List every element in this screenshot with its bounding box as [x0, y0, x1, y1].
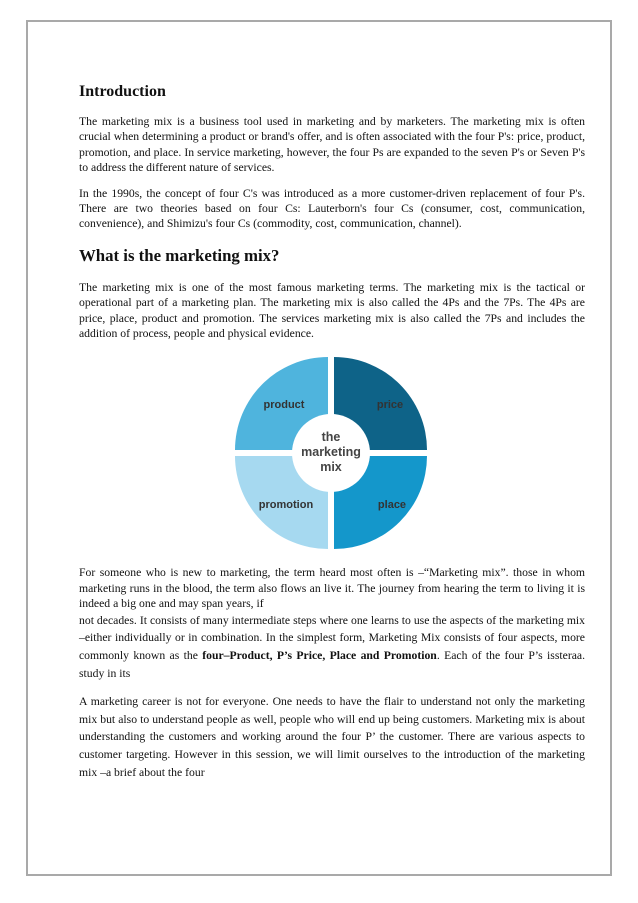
- heading-what-is-marketing-mix: What is the marketing mix?: [79, 245, 280, 265]
- marketing-mix-diagram: [79, 353, 585, 553]
- paragraph-four-ps-bold: four–Product, P’s Price, Place and Promotion: [202, 649, 437, 663]
- paragraph-four-ps: [79, 612, 585, 683]
- label-place: place: [377, 499, 407, 512]
- paragraph-someone-new: For someone who is new to marketing, the term heard most often is –“Marketing mix”. those in whom marketing runs in the blood, the term also flows an live it. The journey from hearing the term to living it is indeed a big one and may span years, if: [79, 566, 585, 611]
- paragraph-marketing-career: A marketing career is not for everyone. One needs to have the flair to understand not only the marketing mix but also to understand people as well, people who will end up being customers. Marketing mix is about understanding the customers and working around the four P’ the customer. There are various aspects to customer targeting. However in this session, we will limit ourselves to the introduction of the marketing mix –a brief about the four: [79, 694, 585, 780]
- label-promotion: promotion: [258, 499, 314, 512]
- paragraph-what-is: The marketing mix is one of the most famous marketing terms. The marketing mix is the tactical or operational part of a marketing plan. The marketing mix is also called the 4Ps and the 7Ps. The 4Ps are price, place, product and promotion. The services marketing mix is also called the 7Ps and includes the addition of process, people and physical evidence.: [79, 280, 585, 341]
- center-label-mix: mix: [320, 460, 342, 475]
- paragraph-four-ps-text: not decades. It consists of many intermediate steps where one learns to use the aspects of the marketing mix –either individually or in combination. In the simplest form, Marketing Mix consists of four aspects, more commonly known as the: [79, 613, 585, 663]
- label-price: price: [376, 399, 404, 412]
- center-label-marketing: marketing: [301, 445, 361, 460]
- paragraph-four-ps-tail: . Each of the four P’s issteraa. study in its: [79, 649, 586, 681]
- center-label-the: the: [321, 430, 341, 445]
- page-content: [79, 78, 585, 782]
- paragraph-intro-1: The marketing mix is a business tool used in marketing and by marketers. The marketing mix is often crucial when determining a product or brand's offer, and is often associated with the four P's: price, product, promotion, and place. In service marketing, however, the four Ps are expanded to the seven P's or Seven P's to address the different nature of services.: [79, 115, 585, 175]
- label-product: product: [263, 399, 305, 412]
- heading-introduction: Introduction: [79, 83, 166, 100]
- marketing-mix-wheel: [231, 353, 431, 553]
- document-page: [26, 20, 612, 876]
- paragraph-intro-2: In the 1990s, the concept of four C's was introduced as a more customer-driven replacement of four P's. There are two theories based on four Cs: Lauterborn's four Cs (consumer, cost, communication, convenience), and Shimizu's four Cs (commodity, cost, communication, channel).: [79, 186, 585, 231]
